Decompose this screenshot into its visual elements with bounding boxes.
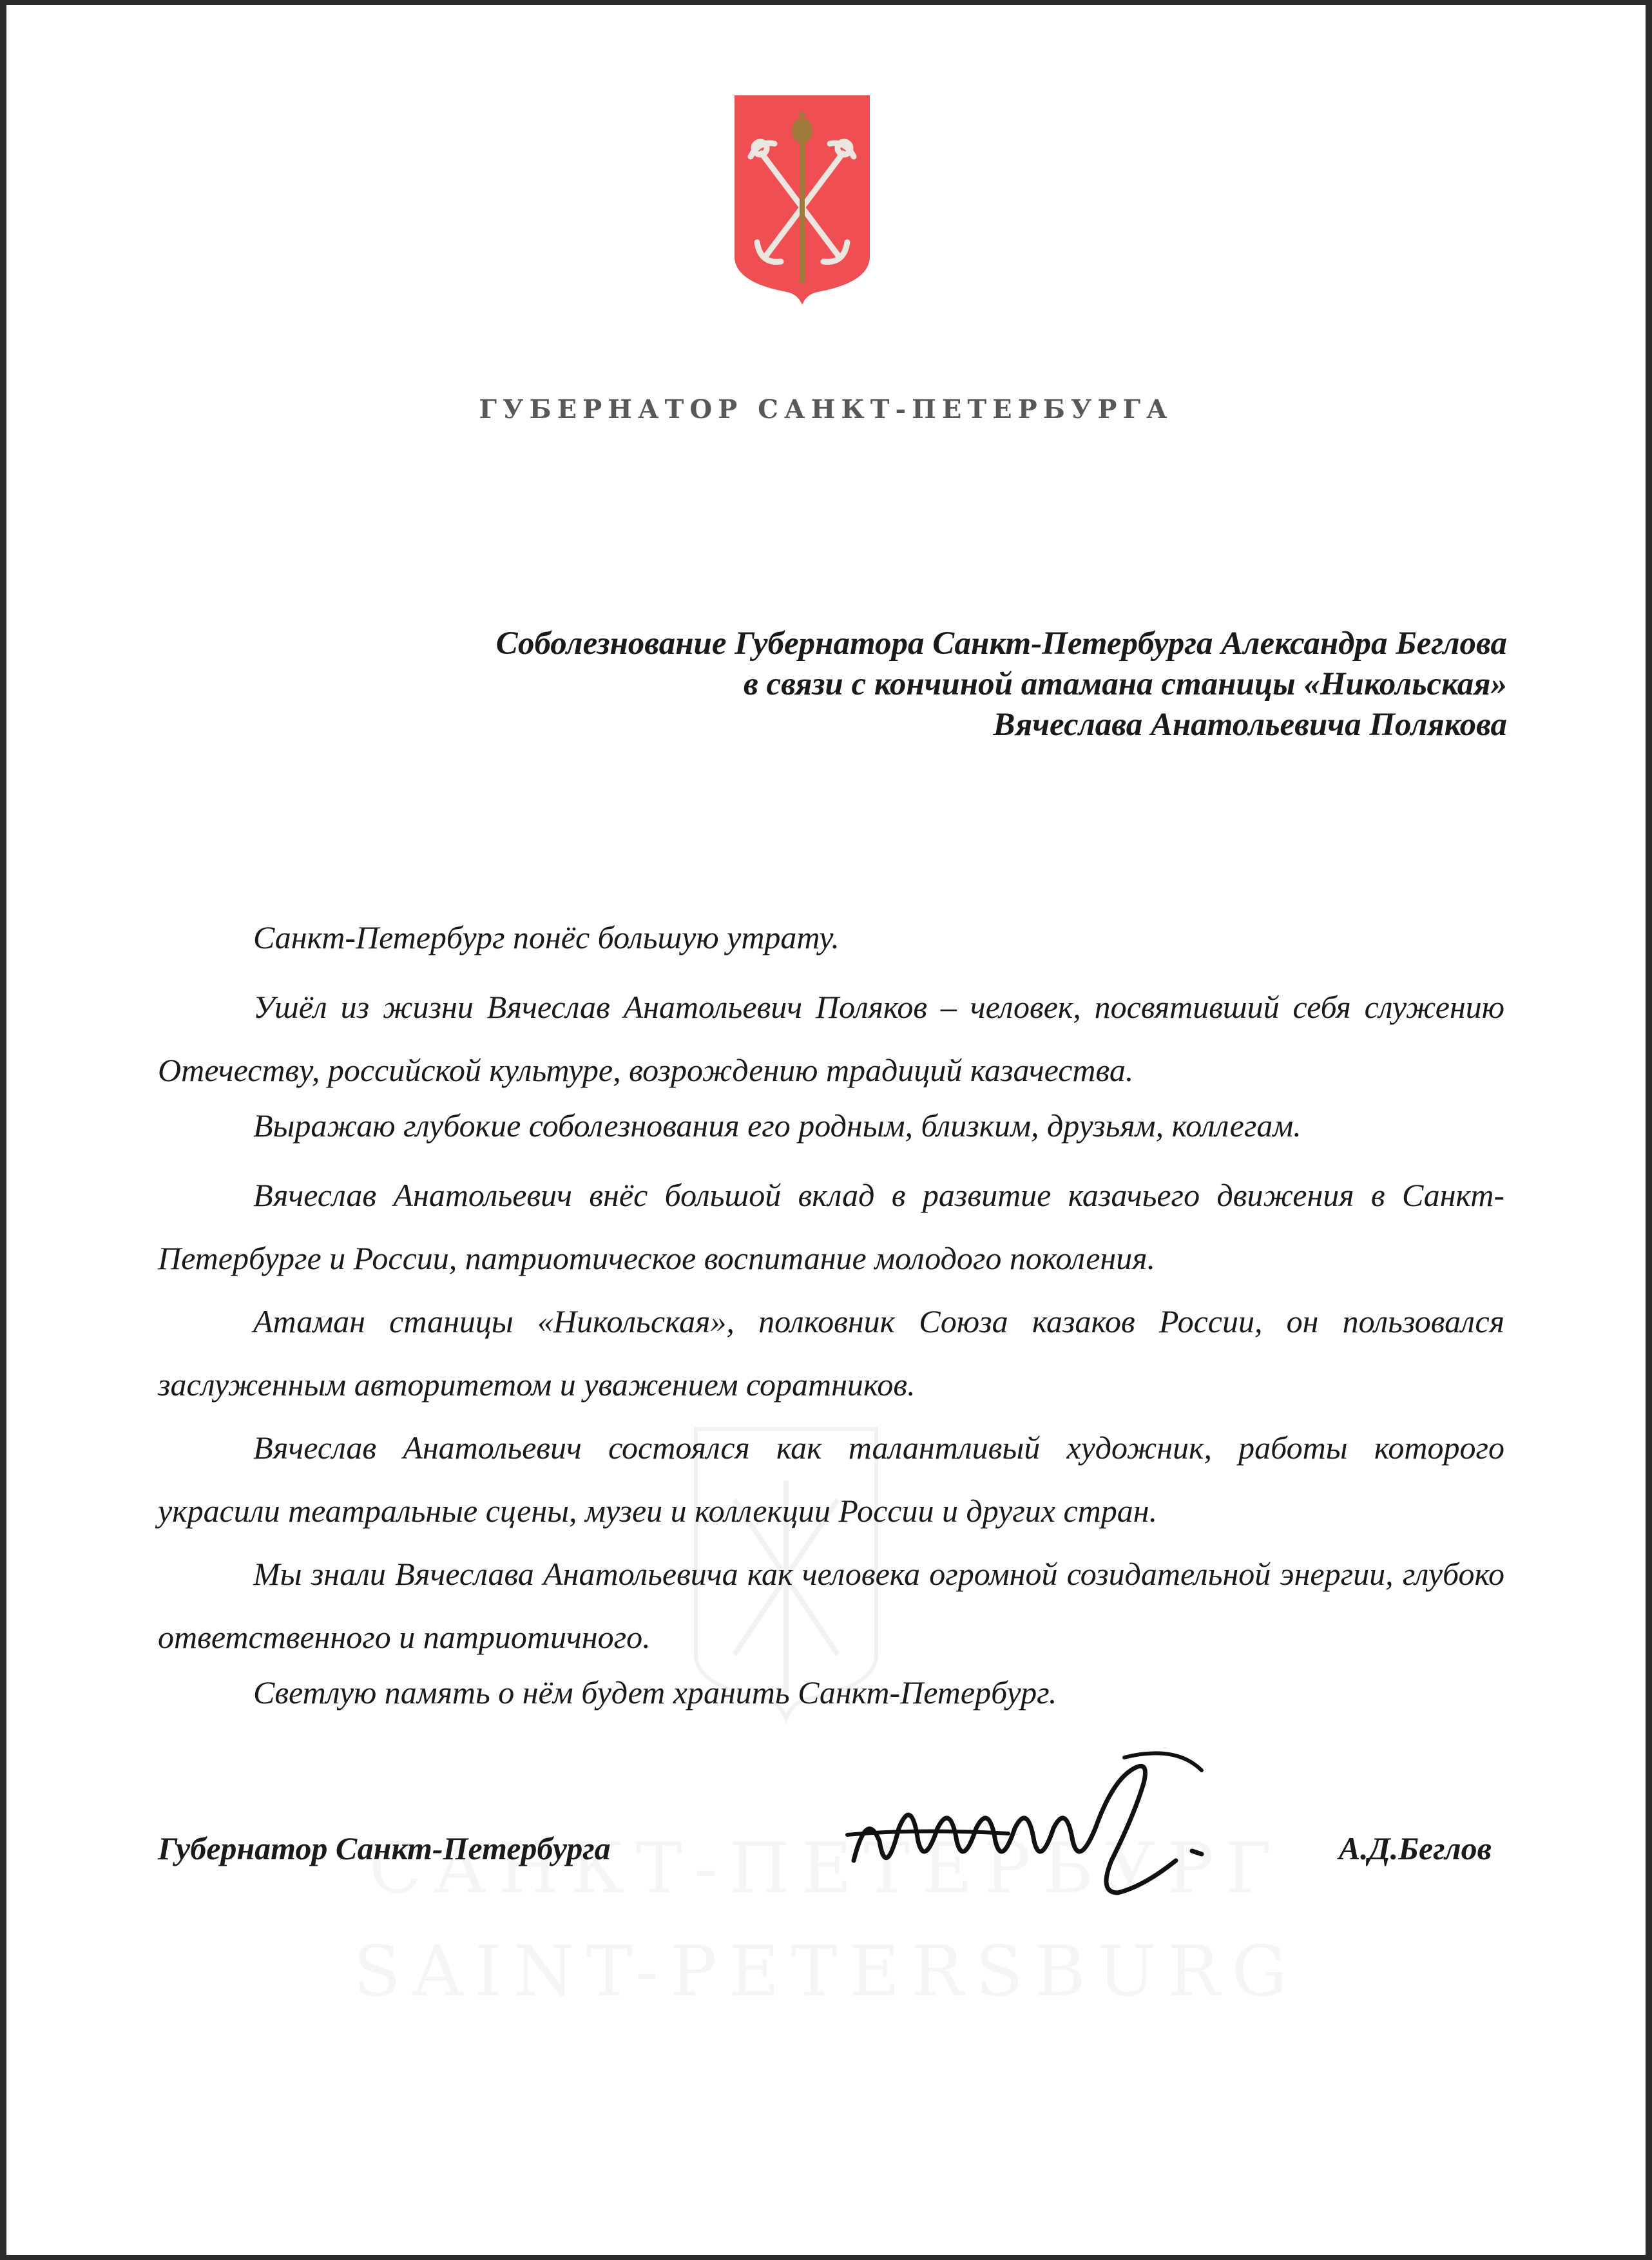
letterhead-title: ГУБЕРНАТОР САНКТ-ПЕТЕРБУРГА	[479, 394, 1173, 425]
coat-of-arms-icon	[735, 95, 870, 314]
paragraph: Атаман станицы «Никольская», полковник Союза казаков России, он пользовался заслуженным авторитетом и уважением соратников.	[158, 1303, 1504, 1403]
paragraph: Вячеслав Анатольевич состоялся как талантливый художник, работы которого украсили театральные сцены, музеи и коллекции России и других стран.	[158, 1430, 1504, 1529]
letter-page	[6, 5, 1646, 2255]
paragraph: Санкт-Петербург понёс большую утрату.	[253, 919, 840, 955]
paragraph: Ушёл из жизни Вячеслав Анатольевич Поляков – человек, посвятивший себя служению Отечеству, российской культуре, возрождению традиций казачества.	[158, 989, 1504, 1088]
paragraph: Мы знали Вячеслава Анатольевича как человека огромной созидательной энергии, глубоко ответственного и патриотичного.	[158, 1556, 1504, 1655]
title-line-3: Вячеслава Анатольевича Полякова	[993, 707, 1507, 743]
title-line-2: в связи с кончиной атамана станицы «Никольская»	[743, 666, 1507, 702]
paragraph: Выражаю глубокие соболезнования его родным, близким, друзьям, коллегам.	[253, 1107, 1301, 1144]
signature-block	[158, 1822, 1504, 1912]
letter-body	[158, 914, 1504, 1730]
handwritten-signature-icon	[841, 1732, 1253, 1925]
paragraph: Вячеслав Анатольевич внёс большой вклад в развитие казачьего движения в Санкт-Петербурге и России, патриотическое воспитание молодого поколения.	[158, 1177, 1504, 1276]
paragraph: Светлую память о нём будет хранить Санкт-Петербург.	[253, 1674, 1057, 1710]
signatory-title: Губернатор Санкт-Петербурга	[158, 1830, 611, 1866]
signatory-name: А.Д.Беглов	[1338, 1830, 1492, 1866]
watermark-text-en	[6, 1931, 1646, 2012]
letter-title	[154, 624, 1507, 745]
title-line-1: Соболезнование Губернатора Санкт-Петербурга Александра Беглова	[495, 626, 1507, 662]
